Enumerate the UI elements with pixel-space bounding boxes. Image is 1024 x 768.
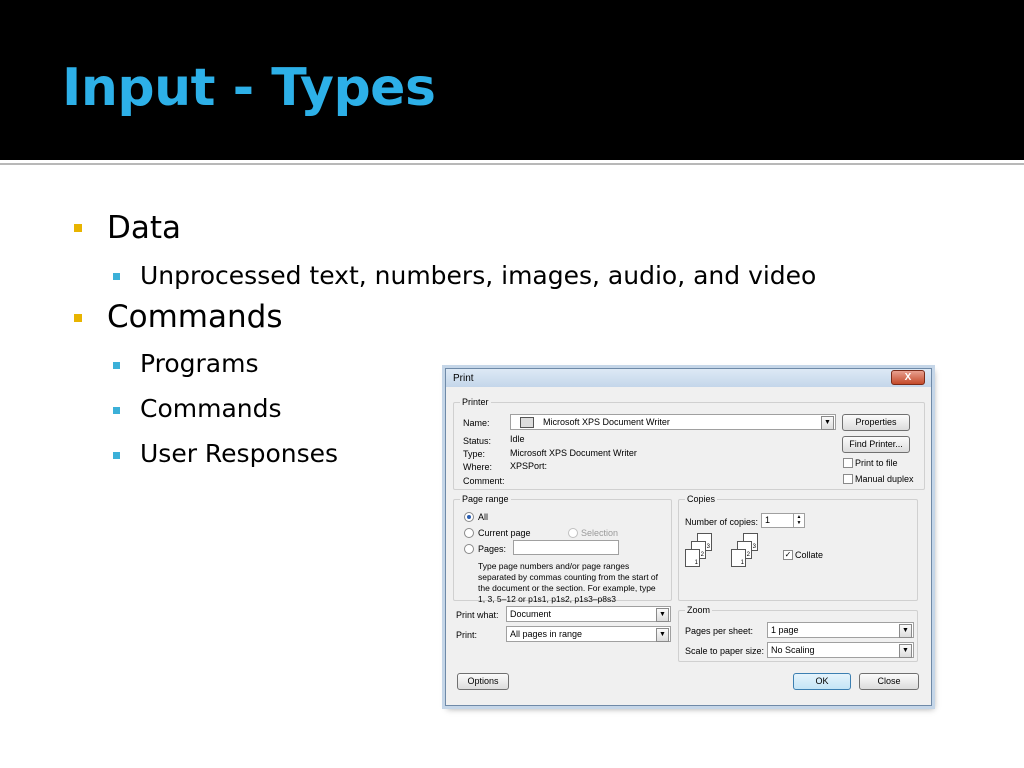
scale-to-paper-select[interactable]	[767, 642, 914, 658]
collate-checkbox[interactable]: ✓	[784, 550, 792, 559]
bullet-marker	[74, 314, 82, 322]
bullet-item: User Responses	[140, 439, 339, 468]
printer-where-label: Where:	[463, 462, 493, 472]
bullet-marker	[113, 452, 120, 459]
bullet-item: Commands	[140, 394, 282, 423]
pages-per-sheet-select[interactable]	[767, 622, 914, 638]
page-range-hint: the document or the section. For example, type	[478, 583, 656, 593]
print-select[interactable]	[506, 626, 671, 642]
page-range-hint: separated by commas counting from the start of	[478, 572, 659, 582]
print-what-label: Print what:	[456, 610, 499, 620]
manual-duplex-label: Manual duplex	[855, 474, 914, 484]
printer-group	[453, 397, 925, 490]
bullet-item: Commands	[107, 299, 283, 335]
print-value: All pages in range	[510, 629, 583, 639]
printer-group-label: Printer	[462, 397, 489, 407]
pages-radio[interactable]	[464, 544, 474, 554]
printer-status-value: Idle	[510, 434, 525, 444]
print-to-file-checkbox[interactable]	[843, 458, 853, 468]
all-radio[interactable]	[464, 512, 474, 522]
close-icon[interactable]: X	[891, 370, 925, 385]
chevron-down-icon[interactable]: ▼	[656, 608, 669, 622]
dialog-title: Print	[453, 373, 474, 384]
number-of-copies-input[interactable]	[761, 513, 805, 528]
bullet-item: Data	[107, 210, 182, 246]
bullet-marker	[113, 362, 120, 369]
print-to-file-label: Print to file	[855, 458, 898, 468]
ok-button[interactable]: OK	[793, 673, 851, 690]
printer-type-label: Type:	[463, 449, 486, 459]
spinner-icon[interactable]: ▲ ▼	[793, 514, 804, 527]
scale-to-paper-value: No Scaling	[771, 645, 815, 655]
page-range-hint: Type page numbers and/or page ranges	[478, 561, 630, 571]
printer-type-value: Microsoft XPS Document Writer	[510, 448, 637, 458]
find-printer-button[interactable]: Find Printer...	[842, 436, 910, 453]
dialog-titlebar[interactable]	[446, 369, 931, 387]
page-range-group-label: Page range	[462, 494, 509, 504]
pages-label: Pages:	[478, 544, 507, 554]
number-of-copies-value: 1	[765, 515, 771, 525]
printer-comment-label: Comment:	[463, 476, 505, 486]
selection-label: Selection	[581, 528, 619, 538]
pages-input[interactable]	[513, 540, 619, 555]
number-of-copies-label: Number of copies:	[685, 517, 759, 527]
printer-where-value: XPSPort:	[510, 461, 548, 471]
bullet-item: Unprocessed text, numbers, images, audio, and video	[140, 261, 817, 290]
bullet-item: Programs	[140, 349, 259, 378]
manual-duplex-checkbox[interactable]	[843, 474, 853, 484]
slide-header	[0, 0, 1024, 160]
copies-group-label: Copies	[687, 494, 716, 504]
chevron-down-icon[interactable]: ▼	[899, 624, 912, 638]
zoom-group	[678, 605, 918, 662]
print-what-select[interactable]	[506, 606, 671, 622]
bullet-marker	[74, 224, 82, 232]
collate-pages-icon: 3 2 1	[731, 533, 771, 575]
printer-status-label: Status:	[463, 436, 492, 446]
print-what-value: Document	[510, 609, 552, 619]
current-page-radio[interactable]	[464, 528, 474, 538]
collate-label: Collate	[795, 550, 824, 560]
print-label: Print:	[456, 630, 478, 640]
printer-name-value: Microsoft XPS Document Writer	[543, 417, 670, 427]
bullet-marker	[113, 273, 120, 280]
header-divider	[0, 163, 1024, 165]
pages-per-sheet-label: Pages per sheet:	[685, 626, 754, 636]
copies-group	[678, 494, 918, 601]
collate-pages-icon: 3 2 1	[685, 533, 725, 575]
chevron-down-icon[interactable]: ▼	[656, 628, 669, 642]
properties-button[interactable]: Properties	[842, 414, 910, 431]
selection-radio[interactable]	[568, 528, 578, 538]
pages-per-sheet-value: 1 page	[771, 625, 799, 635]
bullet-marker	[113, 407, 120, 414]
page-range-hint: 1, 3, 5–12 or p1s1, p1s2, p1s3–p8s3	[478, 594, 616, 604]
printer-name-label: Name:	[463, 418, 490, 428]
options-button[interactable]: Options	[457, 673, 509, 690]
printer-icon	[520, 417, 534, 428]
print-dialog	[445, 368, 932, 706]
page-range-group	[453, 494, 672, 604]
chevron-down-icon[interactable]: ▼	[899, 644, 912, 658]
close-button[interactable]: Close	[859, 673, 919, 690]
scale-to-paper-label: Scale to paper size:	[685, 646, 765, 656]
zoom-group-label: Zoom	[687, 605, 711, 615]
printer-name-select[interactable]	[510, 414, 836, 430]
slide-title: Input - Types	[62, 58, 436, 118]
chevron-down-icon[interactable]: ▼	[821, 416, 834, 430]
all-label: All	[478, 512, 489, 522]
current-page-label: Current page	[478, 528, 531, 538]
